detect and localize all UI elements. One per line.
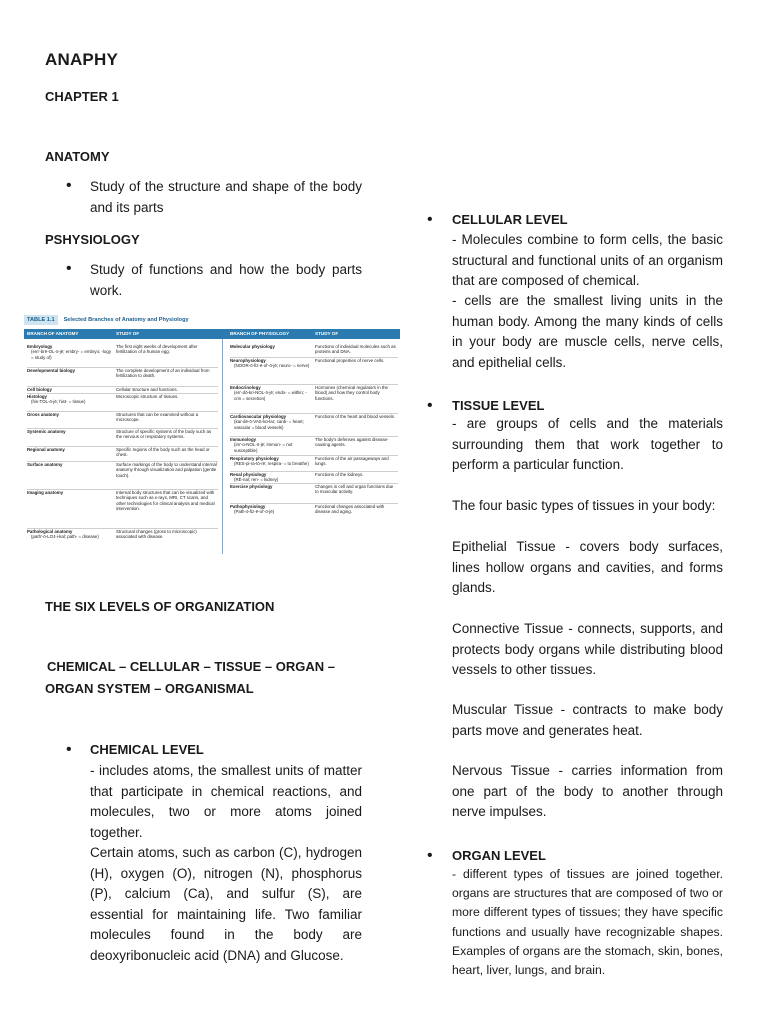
- anatomy-branch-cell: Cell biology: [27, 387, 52, 392]
- physiology-definition: Study of functions and how the body parts work.: [90, 262, 362, 298]
- physiology-branch-cell: Renal physiology (RĒ-nal; ren- = kidney): [230, 472, 279, 483]
- table-caption: [24, 312, 400, 328]
- physiology-branch-cell: Neurophysiology (NOOR-ō-fiz-ē-ol'-ō-jē; neuro- = nerve): [230, 358, 310, 369]
- anatomy-heading: ANATOMY: [45, 149, 110, 164]
- anatomy-branch-cell: Imaging anatomy: [27, 490, 64, 495]
- branches-table: [24, 312, 400, 554]
- table-row-rule: [27, 367, 218, 368]
- bullet-icon: •: [427, 397, 433, 414]
- table-row-rule: [230, 471, 398, 472]
- physiology-study-cell: The body's defenses against disease-causing agents.: [315, 437, 389, 448]
- levels-sequence-line-1: CHEMICAL – CELLULAR – TISSUE – ORGAN –: [47, 659, 335, 674]
- physiology-branch-cell: Immunology (im'-ū-NOL-ō-jē; immun- = not susceptible): [230, 437, 293, 453]
- table-row-rule: [230, 503, 398, 504]
- physiology-study-cell: Functions of the heart and blood vessels.: [315, 414, 396, 419]
- tissue-types-intro: The four basic types of tissues in your body:: [452, 498, 716, 513]
- chemical-level-heading: CHEMICAL LEVEL: [90, 742, 204, 757]
- table-row-rule: [27, 446, 218, 447]
- bullet-icon: •: [66, 177, 72, 194]
- physiology-branch-cell: Endocrinology (en'-dō-kri-NOL-ō-jē; endo- = within; -crin = secretion): [230, 385, 307, 401]
- physiology-branch-cell: Exercise physiology: [230, 484, 273, 489]
- table-row-rule: [230, 483, 398, 484]
- table-column-divider: [222, 339, 223, 554]
- six-levels-heading: THE SIX LEVELS OF ORGANIZATION: [45, 599, 275, 614]
- table-row-rule: [27, 428, 218, 429]
- anatomy-branch-cell: Systemic anatomy: [27, 429, 66, 434]
- physiology-study-cell: Functions of the kidneys.: [315, 472, 364, 477]
- anatomy-study-cell: Internal body structures that can be visualized with techniques such as x-rays, MRI, CT scans, and other technologies for clinical analysis and medical intervention.: [116, 490, 215, 512]
- anatomy-branch-cell: Embryology (em'-brē-OL-ō-jē; embry- = embryo; -logy = study of): [27, 344, 112, 360]
- anatomy-study-cell: Specific regions of the body such as the head or chest.: [116, 447, 210, 458]
- physiology-study-cell: Functions of the air passageways and lungs.: [315, 456, 389, 467]
- physiology-study-cell: Hormones (chemical regulators in the blood) and how they control body functions.: [315, 385, 388, 401]
- anatomy-study-cell: The complete development of an individual from fertilization to death.: [116, 368, 210, 379]
- anatomy-definition: Study of the structure and shape of the body and its parts: [90, 179, 362, 215]
- document-title: ANAPHY: [45, 50, 118, 69]
- physiology-study-cell: Functions of individual molecules such as proteins and DNA.: [315, 344, 396, 355]
- table-row-rule: [230, 384, 398, 385]
- cellular-level-text-2: - cells are the smallest living units in the human body. Among the many kinds of cells in your body are muscle cells, nerve cells, and epithelial cells.: [452, 293, 723, 370]
- header-branch-physiology: BRANCH OF PHYSIOLOGY: [230, 331, 290, 336]
- organ-level-text: - different types of tissues are joined together. organs are structures that are composed of two or more different types of tissues; they have specific functions and usually have recognizable shapes. Examples of organs are the stomach, skin, bones, heart, liver, lungs, and brain.: [452, 867, 723, 978]
- anatomy-branch-cell: Developmental biology: [27, 368, 76, 373]
- physiology-heading: PSHYSIOLOGY: [45, 232, 140, 247]
- physiology-branch-cell: Respiratory physiology (RES-pi-ra-tō-rē; respira- = to breathe): [230, 456, 309, 467]
- bullet-icon: •: [427, 211, 433, 228]
- physiology-branch-cell: Cardiovascular physiology (kar-dē-ō-VAS-kū-lar; cardi- = heart; vascular = blood vessels): [230, 414, 304, 430]
- anatomy-study-cell: Structural changes (gross to microscopic) associated with disease.: [116, 529, 197, 540]
- tissue-level-heading: TISSUE LEVEL: [452, 398, 545, 413]
- header-study-of-anatomy: STUDY OF: [116, 331, 140, 336]
- connective-tissue-text: Connective Tissue - connects, supports, and protects body organs while distributing blood vessels to other tissues.: [452, 621, 723, 677]
- anatomy-study-cell: Surface markings of the body to understand internal anatomy through visualization and palpation (gentle touch).: [116, 462, 217, 478]
- table-row-rule: [27, 528, 218, 529]
- nervous-tissue-text: Nervous Tissue - carries information from one part of the body to another through nerve impulses.: [452, 763, 723, 819]
- chemical-level-text-1: - includes atoms, the smallest units of matter that participate in chemical reactions, and molecules, two or more atoms joined together.: [90, 763, 362, 840]
- anatomy-branch-cell: Surface anatomy: [27, 462, 63, 467]
- anatomy-study-cell: Structures that can be examined without a microscope.: [116, 412, 199, 423]
- physiology-study-cell: Functional properties of nerve cells.: [315, 358, 385, 363]
- table-row-rule: [230, 357, 398, 358]
- cellular-level-text-1: - Molecules combine to form cells, the basic structural and functional units of an organism that are composed of chemical.: [452, 232, 723, 288]
- organ-level-heading: ORGAN LEVEL: [452, 848, 546, 863]
- anatomy-branch-cell: Pathological anatomy (path'-ō-LOJ-i-kal; path- = disease): [27, 529, 99, 540]
- levels-sequence-line-2: ORGAN SYSTEM – ORGANISMAL: [45, 681, 254, 696]
- chapter-heading: CHAPTER 1: [45, 89, 119, 104]
- table-row-rule: [230, 436, 398, 437]
- table-tag: TABLE 1.1: [24, 315, 58, 325]
- bullet-icon: •: [66, 260, 72, 277]
- anatomy-branch-cell: Histology (his-TOL-ō-jē; hist- = tissue): [27, 394, 86, 405]
- muscular-tissue-text: Muscular Tissue - contracts to make body parts move and generates heat.: [452, 702, 723, 738]
- chemical-level-text-2: Certain atoms, such as carbon (C), hydrogen (H), oxygen (O), nitrogen (N), phosphorus (P), calcium (Ca), and sulfur (S), are essential for maintaining life. Two familiar molecules found in the body are deoxyribonucleic acid (DNA) and Glucose.: [90, 845, 362, 963]
- anatomy-branch-cell: Gross anatomy: [27, 412, 59, 417]
- cellular-level-heading: CELLULAR LEVEL: [452, 212, 568, 227]
- table-caption-text: Selected Branches of Anatomy and Physiology: [63, 317, 189, 323]
- table-row-rule: [27, 489, 218, 490]
- header-study-of-physiology: STUDY OF: [315, 331, 339, 336]
- table-row-rule: [230, 413, 398, 414]
- bullet-icon: •: [427, 847, 433, 864]
- physiology-branch-cell: Molecular physiology: [230, 344, 275, 349]
- epithelial-tissue-text: Epithelial Tissue - covers body surfaces, lines hollow organs and cavities, and forms glands.: [452, 539, 723, 595]
- table-row-rule: [27, 411, 218, 412]
- table-row-rule: [27, 461, 218, 462]
- table-header-row: [24, 329, 400, 339]
- physiology-branch-cell: Pathophysiology (Path-ō-fiz-ē-ol'-ō-jē): [230, 504, 275, 515]
- table-row-rule: [27, 386, 218, 387]
- anatomy-branch-cell: Regional anatomy: [27, 447, 65, 452]
- anatomy-study-cell: The first eight weeks of development after fertilization of a human egg.: [116, 344, 198, 355]
- anatomy-study-cell: Cellular structure and functions.: [116, 387, 178, 392]
- physiology-study-cell: Functional changes associated with disease and aging.: [315, 504, 385, 515]
- table-row-rule: [230, 455, 398, 456]
- table-row-rule: [27, 393, 218, 394]
- physiology-study-cell: Changes in cell and organ functions due to muscular activity.: [315, 484, 394, 495]
- bullet-icon: •: [66, 741, 72, 758]
- anatomy-study-cell: Microscopic structure of tissues.: [116, 394, 179, 399]
- header-branch-anatomy: BRANCH OF ANATOMY: [27, 331, 79, 336]
- anatomy-study-cell: Structure of specific systems of the body such as the nervous or respiratory systems.: [116, 429, 212, 440]
- tissue-level-text: - are groups of cells and the materials surrounding them that work together to perform a particular function.: [452, 416, 723, 472]
